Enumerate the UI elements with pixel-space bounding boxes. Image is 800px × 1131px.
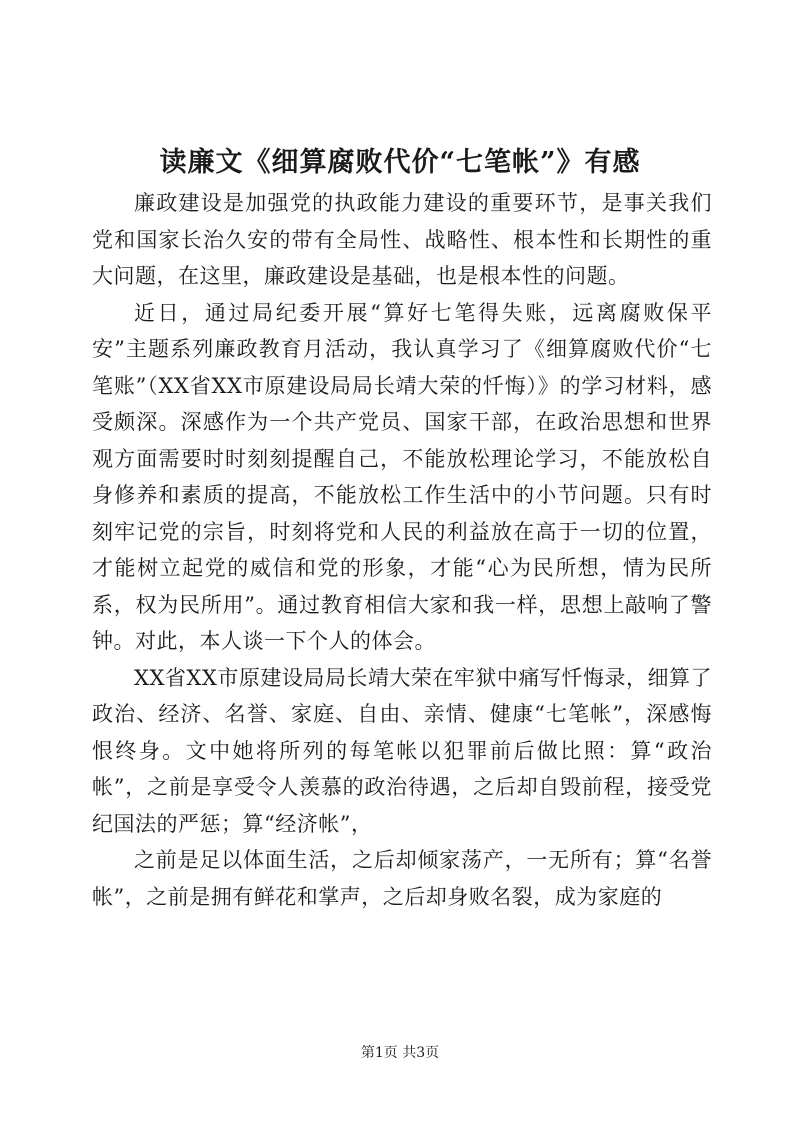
- page-footer: 第1页 共3页: [360, 1045, 440, 1061]
- document-title: 读廉文《细算腐败代价“七笔帐”》有感: [159, 147, 641, 178]
- document-body: [92, 185, 712, 915]
- paragraph-1: 廉政建设是加强党的执政能力建设的重要环节，是事关我们党和国家长治久安的带有全局性、战略性、根本性和长期性的重大问题，在这里，廉政建设是基础，也是根本性的问题。: [92, 191, 712, 288]
- paragraph-2: 近日，通过局纪委开展“算好七笔得失账，远离腐败保平安”主题系列廉政教育月活动，我认真学习了《细算腐败代价“七笔账”（XX省XX市原建设局局长靖大荣的忏悔）》的学习材料，感受颇深。深感作为一个共产党员、国家干部，在政治思想和世界观方面需要时时刻刻提醒自己，不能放松理论学习，不能放松自身修养和素质的提高，不能放松工作生活中的小节问题。只有时刻牢记党的宗旨，时刻将党和人民的利益放在高于一切的位置，才能树立起党的威信和党的形象，才能“心为民所想，情为民所系，权为民所用”。通过教育相信大家和我一样，思想上敲响了警钟。对此，本人谈一下个人的体会。: [92, 300, 712, 653]
- paragraph-4: 之前是足以体面生活，之后却倾家荡产，一无所有；算“名誉帐”，之前是拥有鲜花和掌声，之后却身败名裂，成为家庭的: [92, 848, 712, 909]
- paragraph-3: XX省XX市原建设局局长靖大荣在牢狱中痛写忏悔录，细算了政治、经济、名誉、家庭、自由、亲情、健康“七笔帐”，深感悔恨终身。文中她将所列的每笔帐以犯罪前后做比照：算“政治帐”，之前是享受令人羡慕的政治待遇，之后却自毁前程，接受党纪国法的严惩；算“经济帐”，: [92, 665, 712, 836]
